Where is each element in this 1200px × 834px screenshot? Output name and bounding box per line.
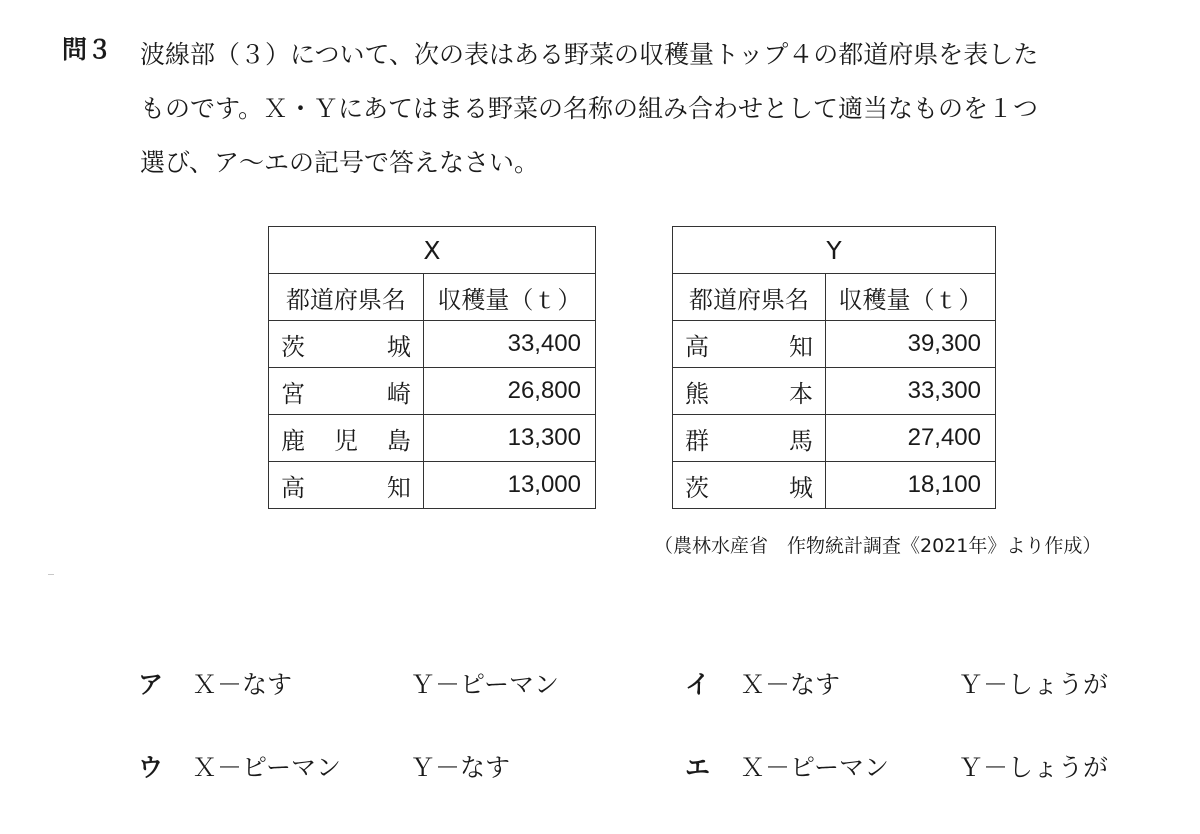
prefecture-cell: 熊 本 [673,368,826,415]
question-text [140,28,1150,190]
amount-cell: 33,300 [826,368,996,415]
option-i-letter: イ [685,670,711,699]
question-line: 波線部（３）について、次の表はある野菜の収穫量トップ４の都道府県を表した [140,40,1039,69]
amount-cell: 13,300 [423,415,595,462]
table-row [269,368,596,415]
amount-cell: 39,300 [826,321,996,368]
column-header-prefecture: 都道府県名 [673,274,826,321]
option-i-y: Ｙ－しょうが [958,670,1109,699]
column-header-prefecture: 都道府県名 [269,274,424,321]
table-row [673,462,996,509]
amount-cell: 13,000 [423,462,595,509]
prefecture-cell: 茨 城 [673,462,826,509]
amount-cell: 33,400 [423,321,595,368]
option-u-x: Ｘ－ピーマン [192,753,342,782]
table-row [269,415,596,462]
table-row [673,321,996,368]
prefecture-cell: 鹿 児 島 [269,415,424,462]
column-header-amount: 収穫量（ｔ） [826,274,996,321]
table-row [269,321,596,368]
prefecture-cell: 群 馬 [673,415,826,462]
prefecture-cell: 高 知 [269,462,424,509]
column-header-amount: 収穫量（ｔ） [423,274,595,321]
amount-cell: 26,800 [423,368,595,415]
option-u-letter: ウ [138,753,164,782]
table-title: X [269,227,596,274]
question-line: 選び、ア〜エの記号で答えなさい。 [140,148,540,177]
question-number: 問３ [62,35,113,64]
option-e-letter: エ [685,753,711,782]
option-a-y: Ｙ－ピーマン [410,670,560,699]
amount-cell: 27,400 [826,415,996,462]
amount-cell: 18,100 [826,462,996,509]
option-i-x: Ｘ－なす [740,670,841,699]
scan-speck [48,574,54,575]
option-e-y: Ｙ－しょうが [958,753,1109,782]
option-a-letter: ア [138,670,164,699]
table-x [268,226,596,509]
table-title: Y [673,227,996,274]
table-y [672,226,996,509]
source-note: （農林水産省 作物統計調査《2021年》より作成） [654,535,1102,557]
table-row [269,462,596,509]
option-e-x: Ｘ－ピーマン [740,753,890,782]
table-row [673,368,996,415]
option-u-y: Ｙ－なす [410,753,511,782]
question-line: ものです。Ｘ・Ｙにあてはまる野菜の名称の組み合わせとして適当なものを１つ [140,94,1039,123]
table-row [673,415,996,462]
prefecture-cell: 高 知 [673,321,826,368]
prefecture-cell: 宮 崎 [269,368,424,415]
prefecture-cell: 茨 城 [269,321,424,368]
option-a-x: Ｘ－なす [192,670,293,699]
